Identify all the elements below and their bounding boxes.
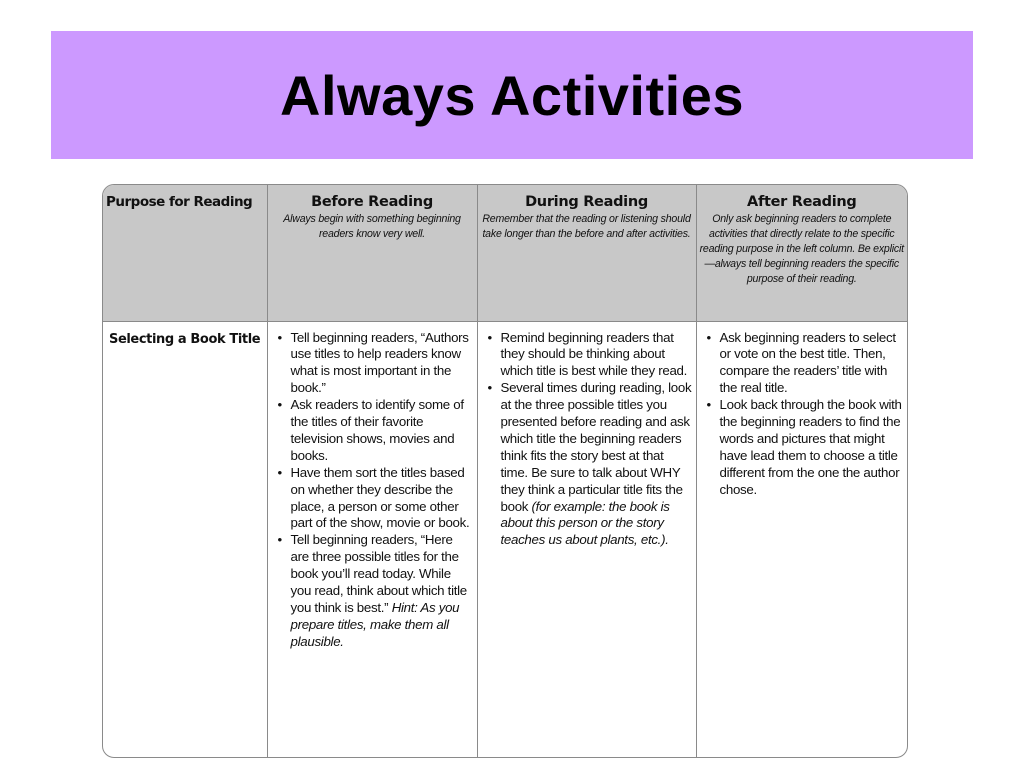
before-list [274, 330, 473, 651]
list-item: • Tell beginning readers, “Authors use titles to help readers know what is most important in the book.” [291, 330, 473, 398]
list-item: • Ask readers to identify some of the titles of their favorite television shows, movies and books. [291, 397, 473, 465]
list-item: • Have them sort the titles based on whether they describe the place, a person or some other part of the show, movie or book. [291, 465, 473, 533]
header-purpose-title: Purpose for Reading [106, 194, 253, 210]
list-item [291, 532, 473, 650]
header-after-note: Only ask beginning readers to complete activities that directly relate to the specific reading purpose in the left column. Be explicit—always tell beginning readers the specific purpose of their reading. [699, 213, 904, 285]
header-during-title: During Reading [525, 194, 648, 210]
row-during-cell [477, 321, 696, 757]
header-during [477, 185, 696, 321]
list-item [501, 380, 692, 549]
page-title: Always Activities [280, 63, 744, 127]
list-item-text: Several times during reading, look at the three possible titles you presented before reading and ask which title the beginning readers think fits the story best at that time. Be sure to talk about WHY they think a particular title fits the book [500, 380, 692, 514]
header-after [696, 185, 907, 321]
list-item: • Ask beginning readers to select or vote on the best title. Then, compare the readers’ title with the real title. [720, 330, 904, 398]
during-list [484, 330, 692, 550]
header-row [103, 185, 907, 321]
header-before-title: Before Reading [311, 194, 433, 210]
row-after-cell [696, 321, 907, 757]
list-item: • Look back through the book with the beginning readers to find the words and pictures that might have lead them to choose a title different from the one the author chose. [720, 397, 904, 498]
table-row [103, 321, 907, 757]
header-before [267, 185, 477, 321]
list-item-text: Tell beginning readers, “Here are three possible titles for the book you’ll read today. While you read, think about which title you think is best.” [290, 532, 467, 615]
list-item: • Remind beginning readers that they should be thinking about which title is best while they read. [501, 330, 692, 381]
title-banner [51, 31, 973, 159]
header-before-note: Always begin with something beginning readers know very well. [283, 213, 461, 240]
header-during-note: Remember that the reading or listening should take longer than the before and after activities. [482, 213, 691, 240]
hint-text: Hint: As you prepare titles, make them all plausible. [290, 600, 460, 649]
after-list [703, 330, 904, 499]
example-text: (for example: the book is about this person or the story teaches us about plants, etc.). [500, 498, 670, 548]
activities-table [102, 184, 908, 758]
row-before-cell [267, 321, 477, 757]
header-purpose [103, 185, 267, 321]
header-after-title: After Reading [747, 194, 857, 210]
row-purpose: Selecting a Book Title [103, 321, 267, 757]
